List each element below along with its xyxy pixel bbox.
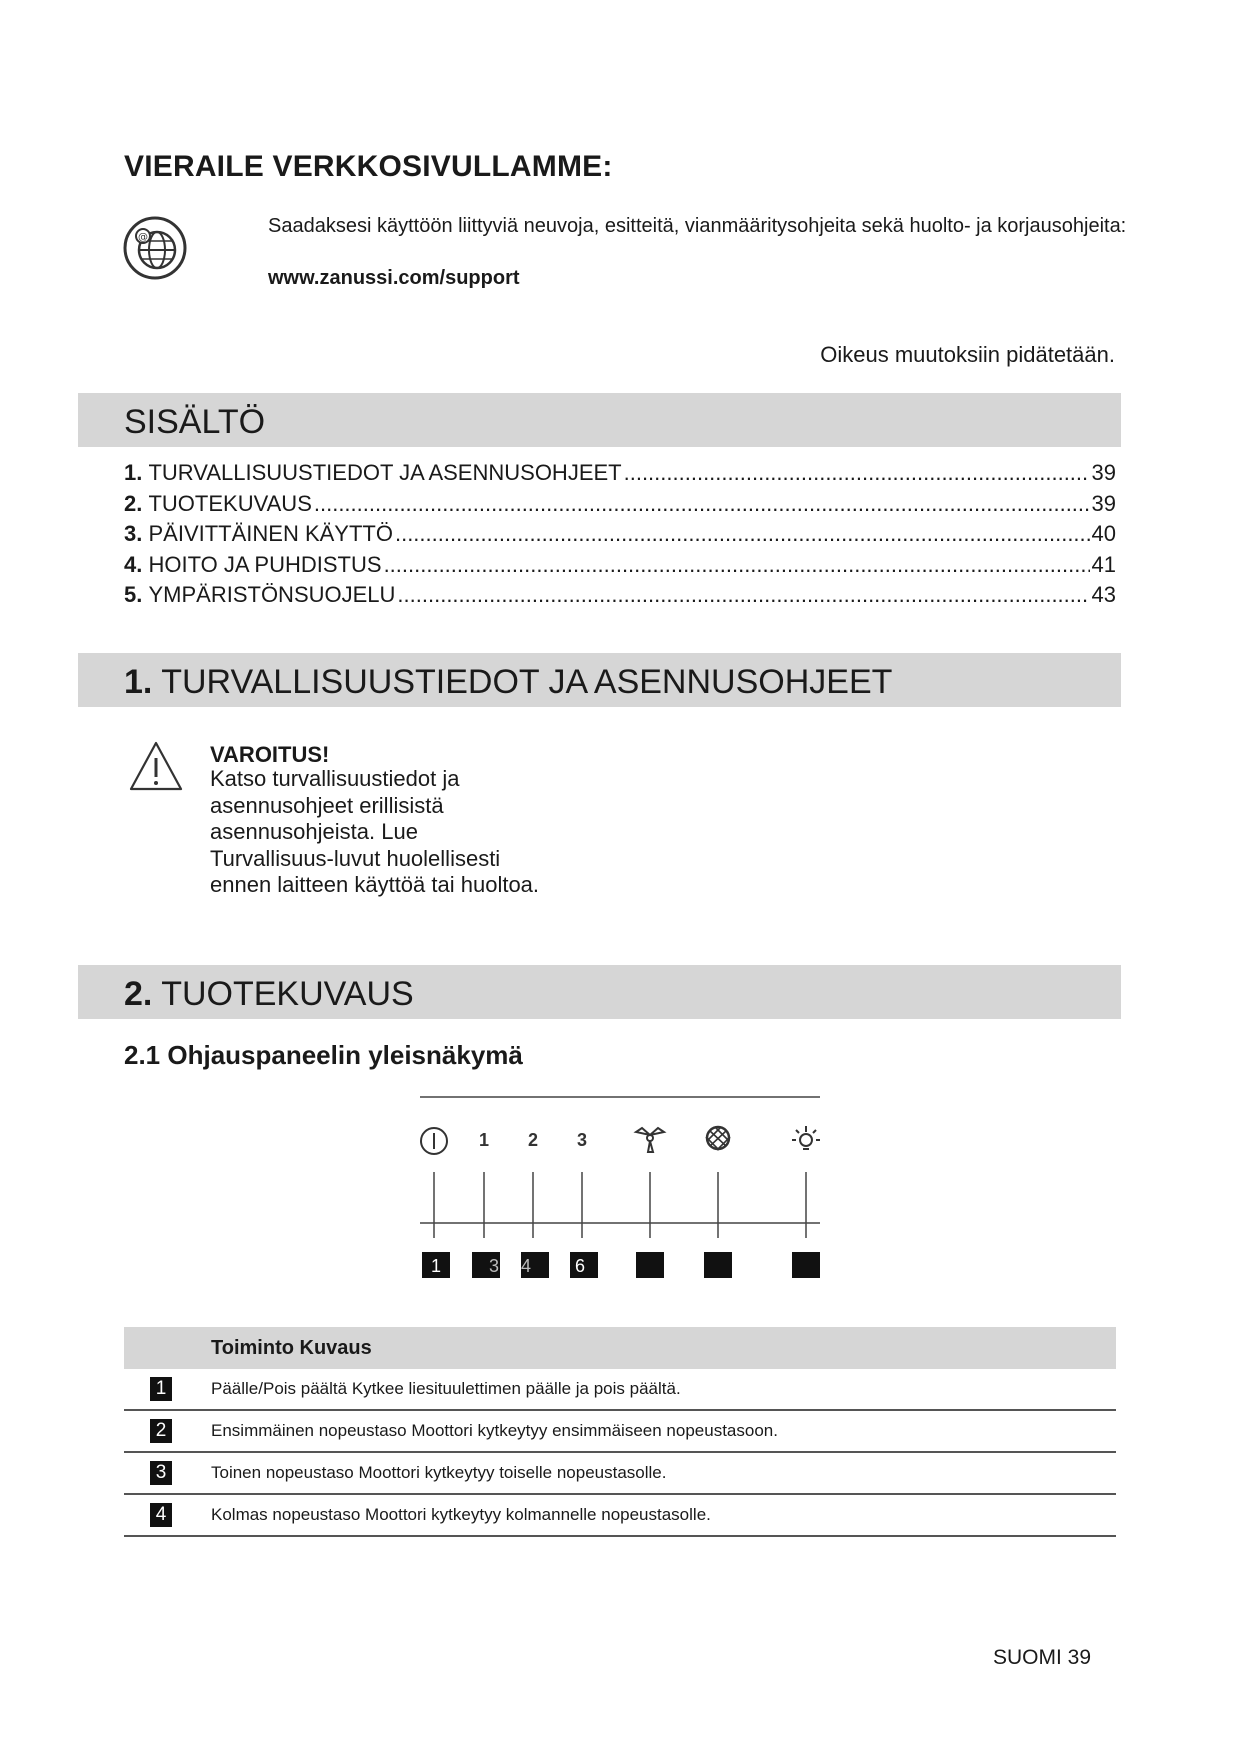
row-badge: 3 <box>150 1461 172 1485</box>
toc-item[interactable] <box>124 521 1116 552</box>
toc-item[interactable] <box>124 491 1116 522</box>
warning-title: VAROITUS! <box>210 742 330 767</box>
support-link[interactable]: www.zanussi.com/support <box>268 267 520 289</box>
toc-title: SISÄLTÖ <box>124 403 266 441</box>
toc-item-label: PÄIVITTÄINEN KÄYTTÖ <box>148 521 393 546</box>
row-description: Ensimmäinen nopeustaso Moottori kytkeytyy ensimmäiseen nopeustasoon. <box>211 1421 778 1440</box>
toc-leader <box>395 521 1090 547</box>
row-description: Päälle/Pois päältä Kytkee liesituulettimen päälle ja pois päältä. <box>211 1379 681 1398</box>
row-badge: 1 <box>150 1377 172 1401</box>
speed-2-symbol: 2 <box>527 1130 539 1150</box>
toc-item[interactable] <box>124 552 1116 583</box>
section1-title-text: TURVALLISUUSTIEDOT JA ASENNUSOHJEET <box>161 663 893 701</box>
toc-item-page: 41 <box>1091 551 1116 577</box>
control-panel-diagram <box>410 1090 830 1290</box>
table-header-label: Toiminto Kuvaus <box>211 1336 372 1359</box>
rights-notice: Oikeus muutoksiin pidätetään. <box>820 342 1115 367</box>
svg-text:@: @ <box>138 232 148 243</box>
filter-grid-icon <box>706 1127 730 1150</box>
callout-label: 4 <box>520 1256 532 1276</box>
row-description: Kolmas nopeustaso Moottori kytkeytyy kolmannelle nopeustasolle. <box>211 1505 711 1524</box>
table-row <box>124 1411 1116 1453</box>
toc-item-num: 3. <box>124 521 143 546</box>
toc-leader <box>397 582 1089 608</box>
section1-num: 1. <box>124 663 153 701</box>
row-badge: 4 <box>150 1503 172 1527</box>
toc-item[interactable] <box>124 582 1116 613</box>
speed-1-symbol: 1 <box>478 1130 490 1150</box>
toc-item-num: 2. <box>124 490 143 516</box>
warning-text: Katso turvallisuustiedot ja asennusohjeet erillisistä asennusohjeista. Lue Turvallisuus-luvut huolellisesti ennen laitteen käyttöä tai huoltoa. <box>210 766 540 897</box>
toc-item-label: HOITO JA PUHDISTUS <box>148 551 382 577</box>
globe-icon <box>122 215 188 281</box>
section2-title <box>124 975 414 1014</box>
toc-item-label: TUOTEKUVAUS <box>148 490 312 516</box>
callout-label: 3 <box>488 1256 500 1276</box>
speed-3-symbol: 3 <box>576 1130 588 1150</box>
callout-box <box>792 1252 820 1278</box>
callout-box <box>636 1252 664 1278</box>
callout-leaders <box>420 1172 820 1238</box>
section1-title <box>124 663 892 702</box>
toc-item-page: 39 <box>1091 460 1116 485</box>
callout-box <box>704 1252 732 1278</box>
table-row <box>124 1369 1116 1411</box>
section2-num: 2. <box>124 975 153 1013</box>
toc-item-label: YMPÄRISTÖNSUOJELU <box>148 582 396 607</box>
toc-item-page: 43 <box>1091 582 1116 607</box>
toc-item-num: 1. <box>124 460 143 485</box>
table-header <box>124 1327 1116 1369</box>
callout-label: 1 <box>430 1256 442 1276</box>
toc-list <box>124 460 1116 613</box>
toc-item-num: 5. <box>124 582 143 607</box>
toc-leader <box>384 552 1090 578</box>
function-table <box>124 1327 1116 1537</box>
fan-icon <box>636 1128 664 1152</box>
warning-triangle-icon <box>128 740 184 792</box>
table-row <box>124 1453 1116 1495</box>
toc-leader <box>314 491 1090 517</box>
toc-item-label: TURVALLISUUSTIEDOT JA ASENNUSOHJEET <box>148 460 622 485</box>
toc-item[interactable] <box>124 460 1116 491</box>
toc-item-num: 4. <box>124 551 143 577</box>
toc-leader <box>624 460 1090 486</box>
table-row <box>124 1495 1116 1537</box>
callout-label: 6 <box>574 1256 586 1276</box>
visit-title: VIERAILE VERKKOSIVULLAMME: <box>124 150 613 183</box>
power-icon <box>421 1128 447 1154</box>
row-badge: 2 <box>150 1419 172 1443</box>
visit-text: Saadaksesi käyttöön liittyviä neuvoja, esitteitä, vianmääritysohjeita sekä huolto- ja korjausohjeita: <box>268 215 1127 237</box>
section2-title-text: TUOTEKUVAUS <box>161 975 414 1013</box>
row-description: Toinen nopeustaso Moottori kytkeytyy toiselle nopeustasolle. <box>211 1463 667 1482</box>
toc-item-page: 39 <box>1091 490 1116 516</box>
page-footer: SUOMI 39 <box>992 1646 1091 1669</box>
toc-item-page: 40 <box>1091 521 1116 546</box>
subsection-title: 2.1 Ohjauspaneelin yleisnäkymä <box>124 1040 523 1070</box>
lamp-icon <box>792 1126 820 1149</box>
